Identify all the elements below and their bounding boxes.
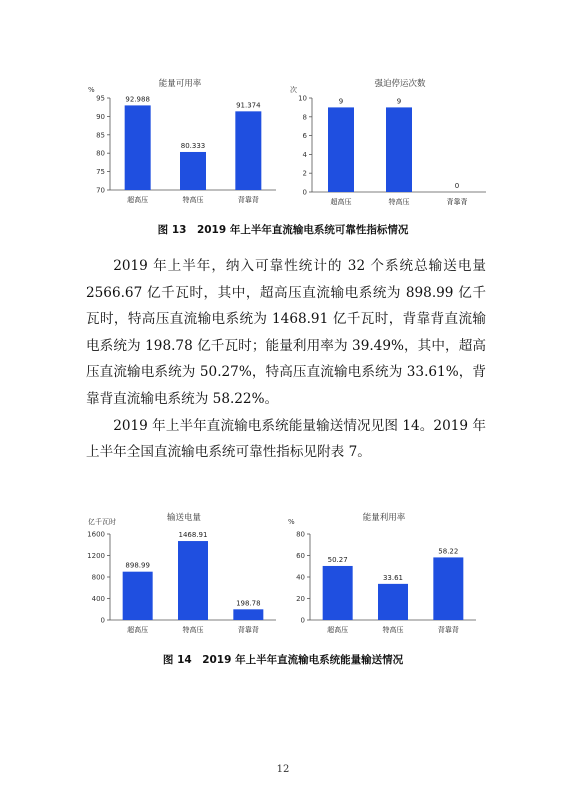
chart-title: 强迫停运次数	[374, 79, 426, 89]
y-tick-label: 0	[302, 188, 307, 197]
y-tick-label: 8	[302, 113, 307, 122]
y-axis-unit: 次	[290, 86, 297, 94]
chart-title: 能量利用率	[362, 513, 406, 523]
category-label: 超高压	[127, 626, 149, 634]
y-tick-label: 80	[296, 530, 305, 539]
data-label: 9	[338, 97, 344, 106]
chart-forced-outage-count	[290, 72, 490, 212]
y-tick-label: 90	[96, 112, 105, 121]
y-tick-label: 0	[300, 616, 305, 625]
bar	[323, 566, 353, 620]
chart-title: 能量可用率	[158, 79, 202, 89]
bar	[378, 584, 408, 620]
bar	[433, 557, 463, 620]
data-label: 898.99	[125, 561, 150, 570]
data-label: 198.78	[236, 599, 261, 608]
chart-forced-outage-count-svg	[290, 72, 490, 212]
paragraph-2: 2019 年上半年直流输电系统能量输送情况见图 14。2019 年上半年全国直流输电系统可靠性指标见附表 7。	[86, 417, 486, 461]
bar	[328, 107, 354, 192]
bar	[125, 105, 151, 190]
category-label: 超高压	[327, 626, 349, 634]
y-tick-label: 1600	[87, 530, 105, 539]
category-label: 背靠背	[237, 196, 259, 204]
category-label: 特高压	[182, 626, 204, 634]
figure-14-caption: 图 14 2019 年上半年直流输电系统能量输送情况	[162, 654, 404, 666]
data-label: 1468.91	[178, 531, 208, 540]
bar	[123, 572, 153, 620]
category-label: 背靠背	[446, 198, 468, 206]
category-label: 特高压	[182, 196, 204, 204]
paragraph-1: 2019 年上半年，纳入可靠性统计的 32 个系统总输送电量 2566.67 亿千瓦时，其中，超高压直流输电系统为 898.99 亿千瓦时，特高压直流输电系统为 1468.91 亿千瓦时，背靠背直流输电系统为 198.78 亿千瓦时；能量利用率为 39.49%，其中，超高压直流输电系统为 50.27%，特高压直流输电系统为 33.61%，背靠背直流输电系统为 58.22%。	[86, 258, 486, 407]
y-tick-label: 60	[296, 552, 305, 560]
y-tick-label: 10	[298, 94, 307, 103]
y-tick-label: 400	[91, 595, 105, 603]
y-tick-label: 85	[96, 131, 105, 140]
y-tick-label: 20	[296, 595, 305, 603]
y-tick-label: 800	[91, 573, 105, 582]
bar	[386, 107, 412, 192]
y-tick-label: 70	[96, 186, 105, 195]
category-label: 超高压	[330, 198, 352, 206]
bar	[233, 609, 263, 620]
data-label: 91.374	[236, 101, 261, 110]
figure-13-caption: 图 13 2019 年上半年直流输电系统可靠性指标情况	[157, 224, 409, 236]
y-tick-label: 95	[96, 94, 105, 103]
y-tick-label: 0	[100, 616, 105, 625]
y-tick-label: 4	[302, 150, 307, 159]
y-axis-unit: %	[88, 86, 95, 94]
page-number: 12	[276, 764, 290, 775]
chart-energy-availability-svg	[80, 72, 280, 212]
y-axis-unit: %	[288, 518, 295, 526]
chart-energy-utilization-svg	[280, 512, 480, 642]
category-label: 背靠背	[437, 626, 459, 634]
chart-title: 输送电量	[166, 513, 202, 523]
category-label: 超高压	[127, 196, 149, 204]
bar	[235, 111, 261, 190]
chart-energy-utilization	[280, 512, 480, 642]
category-label: 特高压	[388, 198, 410, 206]
y-tick-label: 2	[302, 169, 307, 178]
bar	[180, 152, 206, 190]
data-label: 92.988	[125, 95, 150, 104]
y-tick-label: 75	[96, 168, 105, 177]
chart-transmitted-energy	[80, 512, 280, 642]
data-label: 80.333	[180, 141, 206, 150]
y-tick-label: 40	[296, 573, 305, 582]
body-text	[86, 253, 486, 466]
chart-transmitted-energy-svg	[80, 512, 280, 642]
data-label: 58.22	[438, 547, 459, 556]
y-axis-unit: 亿千瓦时	[88, 518, 116, 526]
chart-energy-availability	[80, 72, 280, 212]
category-label: 特高压	[382, 626, 404, 634]
y-tick-label: 80	[96, 149, 105, 158]
category-label: 背靠背	[237, 626, 259, 634]
y-tick-label: 1200	[87, 552, 105, 560]
data-label: 50.27	[327, 555, 348, 564]
y-tick-label: 6	[302, 132, 307, 141]
bar	[178, 541, 208, 620]
data-label: 0	[454, 182, 460, 190]
data-label: 33.61	[382, 573, 404, 582]
data-label: 9	[396, 97, 402, 106]
